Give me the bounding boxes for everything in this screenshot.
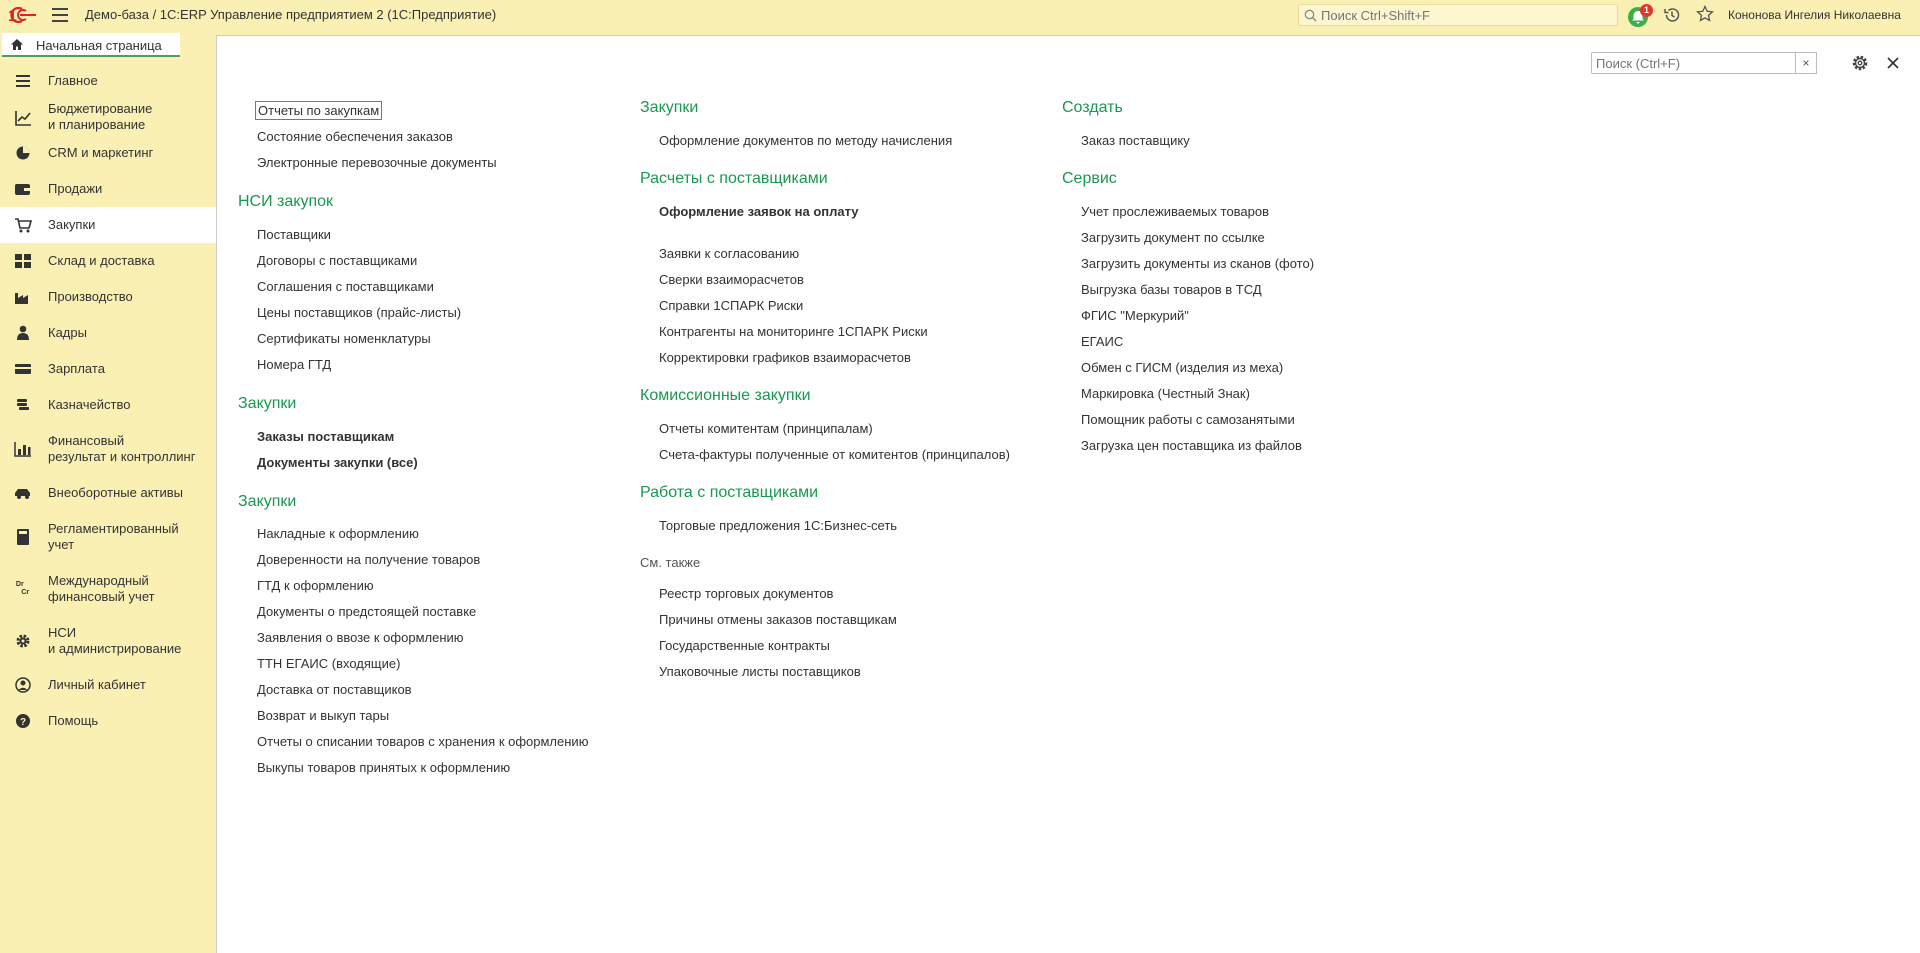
close-icon[interactable] — [1885, 55, 1901, 71]
help-icon — [14, 713, 32, 729]
sidebar-item-label: Личный кабинет — [48, 677, 146, 692]
section-service: Сервис — [1062, 170, 1117, 187]
person-icon — [14, 325, 32, 341]
sidebar-item-label: Бюджетирование и планирование — [48, 101, 153, 132]
svg-text:Dr: Dr — [15, 580, 24, 589]
clear-search-button[interactable]: × — [1795, 52, 1817, 74]
sidebar-item-label: Казначейство — [48, 397, 131, 412]
link-invoices-to-process[interactable]: Накладные к оформлению — [257, 526, 419, 541]
section-commission-purchases: Комиссионные закупки — [640, 387, 811, 404]
gear-icon — [14, 633, 32, 649]
sidebar-item-ifrs[interactable] — [0, 563, 216, 615]
tab-home-label: Начальная страница — [36, 38, 162, 53]
link-order-supply-state[interactable]: Состояние обеспечения заказов — [257, 129, 453, 144]
sidebar-item-label: Помощь — [48, 713, 99, 728]
link-supplier-prices[interactable]: Цены поставщиков (прайс-листы) — [257, 305, 462, 320]
sidebar-item-label: Зарплата — [48, 361, 105, 376]
svg-text:?: ? — [20, 717, 27, 728]
home-icon — [10, 38, 24, 51]
section-supplier-settlements: Расчеты с поставщиками — [640, 170, 828, 187]
factory-icon — [14, 289, 32, 305]
link-honest-sign[interactable]: Маркировка (Честный Знак) — [1081, 386, 1250, 401]
link-fgis-mercury[interactable]: ФГИС "Меркурий" — [1081, 308, 1189, 323]
user-circle-icon — [14, 677, 32, 693]
link-load-doc-by-url[interactable]: Загрузить документ по ссылке — [1081, 230, 1265, 245]
link-container-return[interactable]: Возврат и выкуп тары — [257, 708, 390, 723]
sidebar-item-label: Финансовый результат и контроллинг — [48, 433, 196, 464]
link-suppliers[interactable]: Поставщики — [257, 227, 331, 242]
pie-chart-icon — [14, 145, 32, 161]
sidebar-item-fixed-assets[interactable] — [0, 475, 216, 511]
link-buyouts-to-process[interactable]: Выкупы товаров принятых к оформлению — [257, 760, 511, 775]
sidebar-item-label: Международный финансовый учет — [48, 573, 155, 604]
link-supplier-delivery[interactable]: Доставка от поставщиков — [257, 682, 412, 697]
section-purchases-2: Закупки — [238, 493, 297, 510]
user-name[interactable]: Кононова Ингелия Николаевна — [1728, 8, 1901, 22]
sidebar-item-regulated-accounting[interactable] — [0, 511, 216, 563]
link-principal-reports[interactable]: Отчеты комитентам (принципалам) — [659, 421, 873, 436]
link-create-supplier-order[interactable]: Заказ поставщику — [1081, 133, 1190, 148]
section-create: Создать — [1062, 99, 1123, 116]
see-also-heading: См. также — [640, 555, 701, 570]
sidebar-item-label: CRM и маркетинг — [48, 145, 154, 160]
svg-text:1: 1 — [8, 8, 17, 25]
link-load-docs-from-scans[interactable]: Загрузить документы из сканов (фото) — [1081, 256, 1315, 271]
sidebar-item-label: Закупки — [48, 217, 96, 232]
link-egais[interactable]: ЕГАИС — [1081, 334, 1124, 349]
section-purchases-1: Закупки — [238, 395, 297, 412]
sidebar-item-label: Кадры — [48, 325, 87, 340]
sidebar-item-hr[interactable] — [0, 315, 216, 351]
sidebar-item-label: Главное — [48, 73, 98, 88]
sidebar-item-crm[interactable] — [0, 135, 216, 171]
link-trade-docs-registry[interactable]: Реестр торговых документов — [659, 586, 834, 601]
sidebar-item-label: Склад и доставка — [48, 253, 155, 268]
sidebar-item-label: Производство — [48, 289, 133, 304]
card-icon — [14, 361, 32, 377]
search-icon — [1304, 9, 1317, 22]
link-order-cancel-reasons[interactable]: Причины отмены заказов поставщикам — [659, 612, 897, 627]
link-approval-requests[interactable]: Заявки к согласованию — [659, 246, 800, 261]
sidebar-item-treasury[interactable] — [0, 387, 216, 423]
link-load-supplier-prices[interactable]: Загрузка цен поставщика из файлов — [1081, 438, 1302, 453]
settings-gear-icon[interactable] — [1851, 54, 1869, 72]
link-state-contracts[interactable]: Государственные контракты — [659, 638, 830, 653]
section-nsi-purchases: НСИ закупок — [238, 193, 334, 210]
link-supplier-contracts[interactable]: Договоры с поставщиками — [257, 253, 418, 268]
link-business-network-offers[interactable]: Торговые предложения 1С:Бизнес-сеть — [659, 518, 898, 533]
sidebar-item-financial-result[interactable] — [0, 423, 216, 475]
link-e-transport-docs[interactable]: Электронные перевозочные документы — [257, 155, 497, 170]
cart-icon — [14, 217, 32, 233]
sidebar-item-budgeting[interactable] — [0, 99, 216, 135]
wallet-icon — [14, 181, 32, 197]
sidebar-item-label: Продажи — [48, 181, 103, 196]
history-icon[interactable] — [1663, 6, 1681, 24]
tab-home[interactable] — [2, 33, 180, 57]
link-gism-exchange[interactable]: Обмен с ГИСМ (изделия из меха) — [1081, 360, 1284, 375]
link-purchase-docs-all[interactable]: Документы закупки (все) — [257, 455, 418, 470]
link-purchase-reports[interactable]: Отчеты по закупкам — [258, 103, 380, 118]
grid-icon — [14, 253, 32, 269]
chart-line-icon — [14, 110, 32, 126]
panel-search-input[interactable] — [1596, 54, 1801, 72]
link-spark-monitoring[interactable]: Контрагенты на мониторинге 1СПАРК Риски — [659, 324, 928, 339]
link-item-certificates[interactable]: Сертификаты номенклатуры — [257, 331, 431, 346]
link-principal-invoices[interactable]: Счета-фактуры полученные от комитентов (принципалов) — [659, 447, 1010, 462]
main-menu-icon[interactable] — [52, 8, 68, 22]
coins-icon — [14, 397, 32, 413]
notifications-button[interactable] — [1626, 4, 1650, 28]
link-writeoff-reports[interactable]: Отчеты о списании товаров с хранения к оформлению — [257, 734, 589, 749]
link-gtd-to-process[interactable]: ГТД к оформлению — [257, 578, 374, 593]
link-powers-of-attorney[interactable]: Доверенности на получение товаров — [257, 552, 481, 567]
link-spark-reports[interactable]: Справки 1СПАРК Риски — [659, 298, 804, 313]
svg-text:Cr: Cr — [21, 588, 30, 595]
sidebar-item-warehouse[interactable] — [0, 243, 216, 279]
sidebar-item-production[interactable] — [0, 279, 216, 315]
global-search[interactable] — [1298, 4, 1618, 26]
notification-badge: 1 — [1640, 4, 1653, 17]
link-reconciliations[interactable]: Сверки взаиморасчетов — [659, 272, 804, 287]
section-purchases-accrual: Закупки — [640, 99, 699, 116]
link-tsd-export[interactable]: Выгрузка базы товаров в ТСД — [1081, 282, 1262, 297]
sidebar-item-main[interactable] — [0, 63, 216, 99]
link-packing-lists[interactable]: Упаковочные листы поставщиков — [659, 664, 861, 679]
section-supplier-work: Работа с поставщиками — [640, 484, 819, 501]
bar-chart-icon — [14, 441, 32, 457]
link-schedule-adjustments[interactable]: Корректировки графиков взаиморасчетов — [659, 350, 911, 365]
1c-logo-icon[interactable] — [8, 5, 38, 25]
main-panel — [216, 35, 1920, 953]
sidebar — [0, 63, 216, 739]
dr-cr-icon — [14, 579, 32, 595]
panel-search[interactable] — [1591, 52, 1817, 74]
sidebar-item-salary[interactable] — [0, 351, 216, 387]
calculator-icon — [14, 529, 32, 545]
sidebar-item-label: НСИ и администрирование — [48, 625, 182, 656]
link-accrual-docs[interactable]: Оформление документов по методу начисления — [659, 133, 953, 148]
link-egais-ttn-incoming[interactable]: ТТН ЕГАИС (входящие) — [257, 656, 401, 671]
link-gtd-numbers[interactable]: Номера ГТД — [257, 357, 332, 372]
sidebar-item-nsi-admin[interactable] — [0, 615, 216, 667]
sidebar-item-sales[interactable] — [0, 171, 216, 207]
car-icon — [14, 485, 32, 501]
link-supplier-agreements[interactable]: Соглашения с поставщиками — [257, 279, 434, 294]
sidebar-item-label: Регламентированный учет — [48, 521, 179, 552]
link-payment-requests[interactable]: Оформление заявок на оплату — [659, 204, 859, 219]
link-import-applications[interactable]: Заявления о ввозе к оформлению — [257, 630, 464, 645]
link-upcoming-delivery-docs[interactable]: Документы о предстоящей поставке — [257, 604, 477, 619]
sidebar-item-personal-account[interactable] — [0, 667, 216, 703]
link-self-employed-assistant[interactable]: Помощник работы с самозанятыми — [1081, 412, 1295, 427]
menu-lines-icon — [14, 73, 32, 89]
favorites-star-icon[interactable] — [1696, 5, 1714, 23]
app-title: Демо-база / 1С:ERP Управление предприятием 2 (1С:Предприятие) — [85, 7, 497, 22]
sidebar-item-purchases[interactable] — [0, 207, 216, 243]
sidebar-item-help[interactable] — [0, 703, 216, 739]
global-search-input[interactable] — [1321, 5, 1611, 25]
link-traceable-goods[interactable]: Учет прослеживаемых товаров — [1081, 204, 1270, 219]
sidebar-item-label: Внеоборотные активы — [48, 485, 184, 500]
link-supplier-orders[interactable]: Заказы поставщикам — [257, 429, 395, 444]
top-bar — [0, 0, 1920, 30]
